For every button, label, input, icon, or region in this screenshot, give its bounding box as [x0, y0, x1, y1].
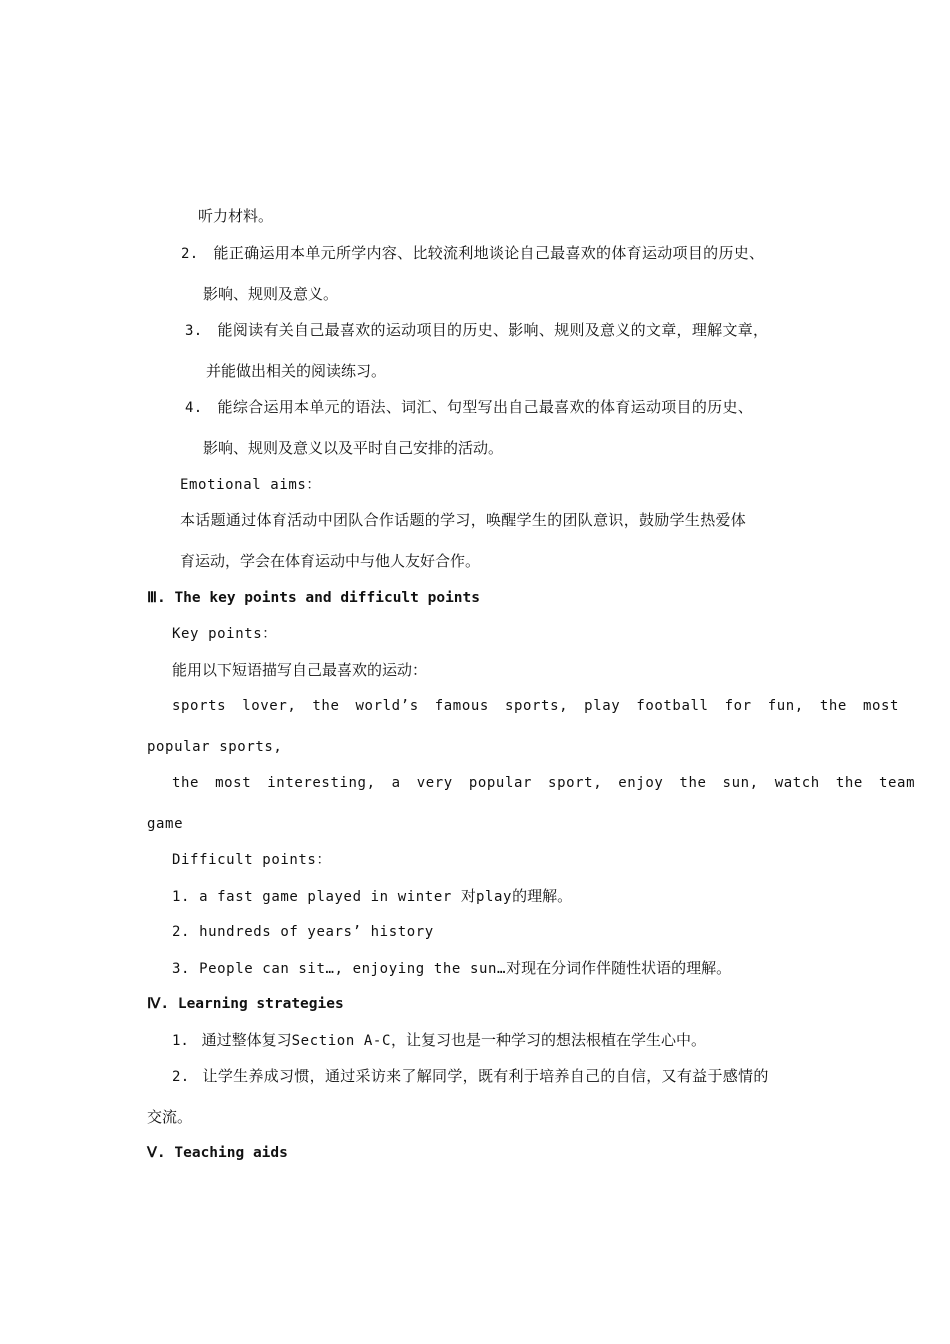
- list-item: 2. hundreds of years’ history: [172, 924, 434, 940]
- list-item: 4. 能综合运用本单元的语法、词汇、句型写出自己最喜欢的体育运动项目的历史、: [185, 398, 754, 416]
- section-heading: Ⅳ. Learning strategies: [147, 996, 344, 1012]
- list-item: 2. 让学生养成习惯，通过采访来了解同学，既有利于培养自己的自信，又有益于感情的: [172, 1067, 769, 1085]
- list-item: 3. 能阅读有关自己最喜欢的运动项目的历史、影响、规则及意义的文章，理解文章，: [185, 321, 769, 339]
- subheading: Key points：: [172, 626, 277, 642]
- section-heading: Ⅲ. The key points and difficult points: [147, 590, 480, 606]
- text-line: 并能做出相关的阅读练习。: [206, 362, 387, 380]
- text-line: 听力材料。: [198, 207, 274, 225]
- text-line: the most interesting, a very popular sport, enjoy the sun, watch the team: [172, 775, 916, 791]
- text-line: 本话题通过体育活动中团队合作话题的学习，唤醒学生的团队意识，鼓励学生热爱体: [180, 511, 747, 529]
- text-line: game: [147, 816, 184, 832]
- list-item: 1. 通过整体复习Section A-C，让复习也是一种学习的想法根植在学生心中。: [172, 1031, 706, 1049]
- text-line: 影响、规则及意义以及平时自己安排的活动。: [203, 439, 504, 457]
- subheading: Emotional aims：: [180, 477, 322, 493]
- text-line: 影响、规则及意义。: [203, 285, 339, 303]
- list-item: 1. a fast game played in winter 对play的理解。: [172, 887, 573, 905]
- list-item: 3. People can sit…, enjoying the sun…对现在分词作伴随性状语的理解。: [172, 959, 732, 977]
- text-line: 能用以下短语描写自己最喜欢的运动：: [172, 661, 428, 679]
- text-line: popular sports,: [147, 739, 283, 755]
- section-heading: Ⅴ. Teaching aids: [147, 1145, 288, 1161]
- text-line: 育运动，学会在体育运动中与他人友好合作。: [180, 552, 481, 570]
- text-line: 交流。: [147, 1108, 193, 1126]
- text-line: sports lover, the world’s famous sports, play football for fun, the most: [172, 698, 900, 714]
- list-item: 2. 能正确运用本单元所学内容、比较流利地谈论自己最喜欢的体育运动项目的历史、: [181, 244, 765, 262]
- subheading: Difficult points：: [172, 852, 332, 868]
